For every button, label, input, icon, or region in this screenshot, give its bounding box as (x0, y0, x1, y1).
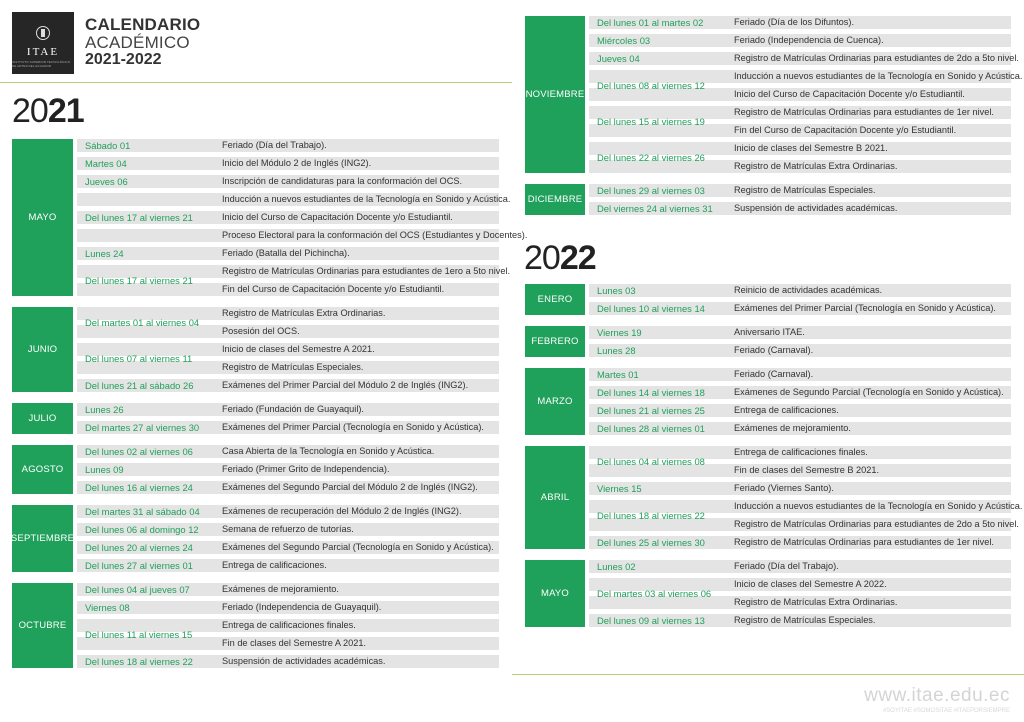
month-block-marzo (525, 368, 1011, 435)
month-label: ENERO (525, 284, 585, 315)
event-date: Martes 04 (85, 158, 127, 169)
title-line-3: 2021-2022 (85, 51, 162, 68)
event-group (77, 463, 499, 476)
event-group (77, 307, 499, 338)
month-label: DICIEMBRE (525, 184, 585, 215)
logo-subtext: INSTITUTO SUPERIOR TECNOLÓGICO DE ARTES DEL ECUADOR (12, 60, 71, 68)
event-description: Fin de clases del Semestre B 2021. (734, 465, 880, 475)
event-group (589, 302, 1011, 315)
right-page (512, 0, 1024, 722)
event-group (589, 482, 1011, 495)
event-group (77, 523, 499, 536)
event-description: Registro de Matrículas Especiales. (734, 185, 876, 195)
event-group (589, 142, 1011, 173)
month-label: JULIO (12, 403, 73, 434)
event-group (589, 34, 1011, 47)
event-description: Registro de Matrículas Extra Ordinarias. (222, 308, 386, 318)
event-description: Feriado (Día del Trabajo). (734, 561, 839, 571)
event-description: Feriado (Carnaval). (734, 369, 814, 379)
event-date: Del lunes 04 al viernes 08 (597, 456, 705, 467)
event-group (589, 106, 1011, 137)
event-group (77, 265, 511, 296)
event-date: Del lunes 08 al viernes 12 (597, 80, 705, 91)
event-description: Feriado (Independencia de Cuenca). (734, 35, 884, 45)
event-group (77, 505, 499, 518)
event-date: Del lunes 27 al viernes 01 (85, 560, 193, 571)
event-description: Suspensión de actividades académicas. (222, 656, 386, 666)
event-date: Del lunes 21 al viernes 25 (597, 405, 705, 416)
event-group (77, 445, 499, 458)
event-description: Feriado (Primer Grito de Independencia). (222, 464, 390, 474)
event-description: Inicio del Curso de Capacitación Docente y/o Estudiantil. (222, 212, 453, 222)
month-block-agosto (12, 445, 499, 494)
event-date: Del lunes 11 al viernes 15 (85, 629, 193, 640)
event-description: Registro de Matrículas Ordinarias para estudiantes de 1er nivel. (734, 107, 994, 117)
event-description: Registro de Matrículas Ordinarias para estudiantes de 2do a 5to nivel. (734, 519, 1019, 529)
event-description: Inicio del Curso de Capacitación Docente y/o Estudiantil. (734, 89, 965, 99)
event-description: Registro de Matrículas Ordinarias para estudiantes de 2do a 5to nivel. (734, 53, 1019, 63)
event-description: Feriado (Día del Trabajo). (222, 140, 327, 150)
event-description: Entrega de calificaciones finales. (734, 447, 868, 457)
month-block-diciembre (525, 184, 1011, 215)
event-description: Registro de Matrículas Extra Ordinarias. (734, 161, 898, 171)
event-description: Feriado (Carnaval). (734, 345, 814, 355)
event-date: Del lunes 07 al viernes 11 (85, 353, 193, 364)
event-description: Casa Abierta de la Tecnología en Sonido y Acústica. (222, 446, 435, 456)
event-description: Exámenes de mejoramiento. (222, 584, 339, 594)
event-description: Registro de Matrículas Ordinarias para estudiantes de 1er nivel. (734, 537, 994, 547)
month-label: OCTUBRE (12, 583, 73, 668)
event-date: Del lunes 22 al viernes 26 (597, 152, 705, 163)
itae-logo (12, 12, 74, 74)
event-group (589, 422, 1011, 435)
title-line-1: CALENDARIO (85, 15, 201, 34)
event-date: Del martes 27 al viernes 30 (85, 422, 200, 433)
event-description: Registro de Matrículas Especiales. (734, 615, 876, 625)
event-group (77, 619, 499, 650)
event-date: Del martes 31 al sábado 04 (85, 506, 200, 517)
month-block-septiembre (12, 505, 499, 572)
event-date: Lunes 09 (85, 464, 124, 475)
year-2022-heading (524, 239, 596, 278)
title-line-2: ACADÉMICO (85, 33, 190, 52)
event-date: Viernes 19 (597, 327, 642, 338)
event-group (589, 614, 1011, 627)
event-date: Del lunes 01 al martes 02 (597, 17, 704, 28)
event-group (77, 601, 499, 614)
month-block-junio (12, 307, 499, 392)
header-divider (0, 82, 512, 83)
event-description: Registro de Matrículas Especiales. (222, 362, 364, 372)
month-label: MARZO (525, 368, 585, 435)
event-date: Del lunes 17 al viernes 21 (85, 275, 193, 286)
event-group (589, 202, 1011, 215)
month-label: JUNIO (12, 307, 73, 392)
month-label: SEPTIEMBRE (12, 505, 73, 572)
event-group (77, 583, 499, 596)
event-description: Exámenes del Primer Parcial del Módulo 2 de Inglés (ING2). (222, 380, 469, 390)
event-date: Lunes 24 (85, 248, 124, 259)
event-date: Sábado 01 (85, 140, 131, 151)
month-block-abril (525, 446, 1023, 549)
event-description: Feriado (Viernes Santo). (734, 483, 834, 493)
event-description: Proceso Electoral para la conformación del OCS (Estudiantes y Docentes). (222, 230, 528, 240)
event-group (77, 139, 499, 152)
event-group (589, 344, 1011, 357)
event-description: Semana de refuerzo de tutorías. (222, 524, 354, 534)
event-group (77, 175, 499, 188)
event-group (589, 386, 1011, 399)
event-group (589, 184, 1011, 197)
event-date: Del lunes 28 al viernes 01 (597, 423, 705, 434)
event-group (589, 404, 1011, 417)
event-description: Exámenes del Primer Parcial (Tecnología en Sonido y Acústica). (222, 422, 484, 432)
event-description: Reinicio de actividades académicas. (734, 285, 883, 295)
event-group (589, 70, 1023, 101)
event-description: Inicio de clases del Semestre B 2021. (734, 143, 888, 153)
logo-text: ITAE (26, 46, 60, 58)
event-date: Del lunes 25 al viernes 30 (597, 537, 705, 548)
month-block-octubre (12, 583, 499, 668)
event-group (589, 446, 1011, 477)
event-group (77, 157, 499, 170)
event-description: Registro de Matrículas Extra Ordinarias. (734, 597, 898, 607)
event-date: Del lunes 15 al viernes 19 (597, 116, 705, 127)
event-date: Del lunes 18 al viernes 22 (85, 656, 193, 667)
event-date: Lunes 02 (597, 561, 636, 572)
event-date: Del lunes 20 al viernes 24 (85, 542, 193, 553)
event-group (77, 403, 499, 416)
month-block-noviembre (525, 16, 1023, 173)
event-date: Del lunes 21 al sábado 26 (85, 380, 194, 391)
event-group (589, 326, 1011, 339)
month-label: NOVIEMBRE (525, 16, 585, 173)
event-description: Exámenes del Primer Parcial (Tecnología en Sonido y Acústica). (734, 303, 996, 313)
event-group (589, 578, 1011, 609)
event-description: Entrega de calificaciones. (734, 405, 839, 415)
month-label: ABRIL (525, 446, 585, 549)
event-group (77, 247, 499, 260)
month-label: MAYO (12, 139, 73, 296)
event-date: Del lunes 29 al viernes 03 (597, 185, 705, 196)
event-date: Lunes 28 (597, 345, 636, 356)
event-description: Feriado (Día de los Difuntos). (734, 17, 854, 27)
event-date: Jueves 06 (85, 176, 128, 187)
event-date: Del martes 01 al viernes 04 (85, 317, 200, 328)
event-description: Entrega de calificaciones. (222, 560, 327, 570)
event-description: Aniversario ITAE. (734, 327, 805, 337)
event-group (77, 559, 499, 572)
event-date: Lunes 03 (597, 285, 636, 296)
footer-divider (512, 674, 1024, 675)
month-label: MAYO (525, 560, 585, 627)
event-description: Exámenes de recuperación del Módulo 2 de Inglés (ING2). (222, 506, 462, 516)
event-group (77, 379, 499, 392)
event-group (77, 655, 499, 668)
event-date: Del lunes 04 al jueves 07 (85, 584, 190, 595)
event-description: Inducción a nuevos estudiantes de la Tecnología en Sonido y Acústica. (734, 501, 1023, 511)
event-group (589, 500, 1023, 531)
event-group (77, 421, 499, 434)
event-group (589, 52, 1019, 65)
event-description: Feriado (Independencia de Guayaquil). (222, 602, 382, 612)
month-block-febrero (525, 326, 1011, 357)
year-2022-suffix: 22 (559, 239, 596, 277)
event-description: Feriado (Batalla del Pichincha). (222, 248, 350, 258)
event-date: Jueves 04 (597, 53, 640, 64)
event-date: Viernes 15 (597, 483, 642, 494)
month-block-julio (12, 403, 499, 434)
event-date: Del lunes 17 al viernes 21 (85, 212, 193, 223)
event-group (589, 16, 1011, 29)
month-block-enero (525, 284, 1011, 315)
footer (864, 685, 1010, 714)
event-description: Registro de Matrículas Ordinarias para estudiantes de 1ero a 5to nivel. (222, 266, 511, 276)
event-description: Suspensión de actividades académicas. (734, 203, 898, 213)
event-group (77, 541, 499, 554)
event-group (589, 284, 1011, 297)
month-block-mayo (12, 139, 528, 296)
year-2021-prefix: 20 (12, 92, 48, 130)
year-2021-heading (12, 92, 84, 131)
event-date: Del lunes 02 al viernes 06 (85, 446, 193, 457)
event-date: Martes 01 (597, 369, 639, 380)
event-description: Exámenes del Segundo Parcial del Módulo 2 de Inglés (ING2). (222, 482, 478, 492)
calendar-title (85, 16, 200, 68)
event-description: Exámenes de mejoramiento. (734, 423, 851, 433)
event-date: Del viernes 24 al viernes 31 (597, 203, 713, 214)
event-group (77, 193, 528, 242)
event-date: Del martes 03 al viernes 06 (597, 588, 712, 599)
event-description: Entrega de calificaciones finales. (222, 620, 356, 630)
event-description: Fin del Curso de Capacitación Docente y/o Estudiantil. (222, 284, 445, 294)
event-description: Posesión del OCS. (222, 326, 300, 336)
event-description: Inicio de clases del Semestre A 2021. (222, 344, 375, 354)
event-description: Exámenes del Segundo Parcial (Tecnología en Sonido y Acústica). (222, 542, 494, 552)
event-description: Fin de clases del Semestre A 2021. (222, 638, 367, 648)
event-group (589, 560, 1011, 573)
event-description: Feriado (Fundación de Guayaquil). (222, 404, 364, 414)
event-group (77, 343, 499, 374)
month-label: FEBRERO (525, 326, 585, 357)
event-date: Del lunes 18 al viernes 22 (597, 510, 705, 521)
event-description: Inicio del Módulo 2 de Inglés (ING2). (222, 158, 372, 168)
event-group (589, 368, 1011, 381)
event-description: Exámenes de Segundo Parcial (Tecnología en Sonido y Acústica). (734, 387, 1004, 397)
month-label: AGOSTO (12, 445, 73, 494)
event-description: Inicio de clases del Semestre A 2022. (734, 579, 887, 589)
event-description: Inducción a nuevos estudiantes de la Tecnología en Sonido y Acústica. (222, 194, 511, 204)
event-group (589, 536, 1011, 549)
event-date: Del lunes 14 al viernes 18 (597, 387, 705, 398)
footer-hashtags: #SOYITAE #SOMOSITAE #ITAEPORSIEMPRE (882, 708, 1010, 714)
event-group (77, 481, 499, 494)
event-description: Inscripción de candidaturas para la conformación del OCS. (222, 176, 463, 186)
event-date: Del lunes 10 al viernes 14 (597, 303, 705, 314)
event-date: Lunes 26 (85, 404, 124, 415)
year-2022-prefix: 20 (524, 239, 560, 277)
month-block-mayo (525, 560, 1011, 627)
year-2021-suffix: 21 (47, 92, 84, 130)
event-description: Fin del Curso de Capacitación Docente y/o Estudiantil. (734, 125, 957, 135)
event-date: Del lunes 06 al domingo 12 (85, 524, 199, 535)
event-date: Del lunes 16 al viernes 24 (85, 482, 193, 493)
event-date: Del lunes 09 al viernes 13 (597, 615, 705, 626)
footer-url: www.itae.edu.ec (864, 685, 1010, 706)
event-description: Inducción a nuevos estudiantes de la Tecnología en Sonido y Acústica. (734, 71, 1023, 81)
event-date: Miércoles 03 (597, 35, 651, 46)
event-date: Viernes 08 (85, 602, 130, 613)
logo-emblem-icon (36, 26, 50, 40)
